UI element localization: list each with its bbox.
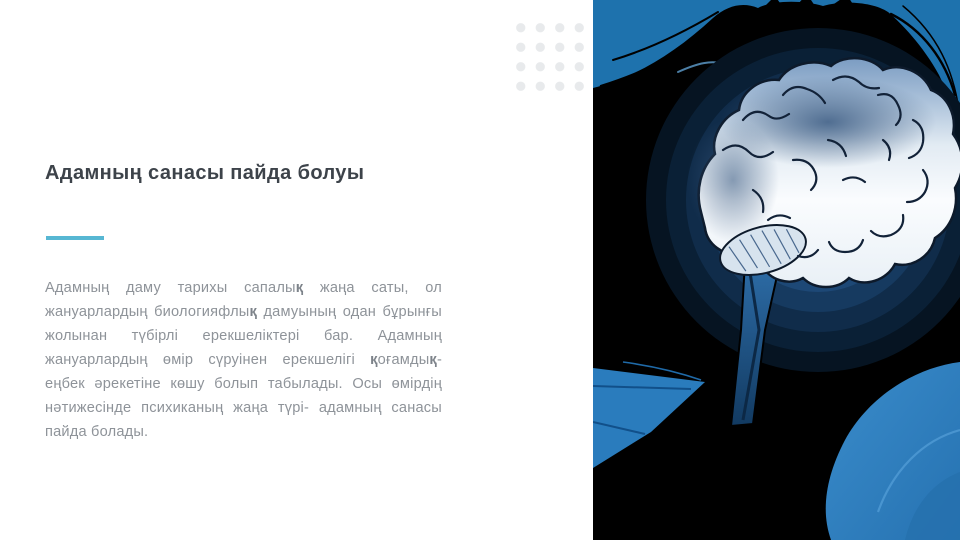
slide-title: Адамның санасы пайда болуы [45,162,365,184]
dot-grid-decoration [511,18,590,97]
slide-body-paragraph: Адамның даму тарихы сапалық жаңа саты, ол жануарлардың биологияфлық дамуының одан бұрынғы жолынан түбірлі ерекшеліктері бар. Адамның жануарлардың өмір сүруінен ерекшелігі қоғамдық- еңбек әрекетіне көшу болып табылады. Осы өмірдің нәтижесінде психиканың жаңа түрі- адамның санасы пайда болады. [45,280,443,440]
head-brain-illustration [593,0,960,540]
brain-illustration-svg [593,0,960,540]
title-accent-bar [46,236,104,240]
